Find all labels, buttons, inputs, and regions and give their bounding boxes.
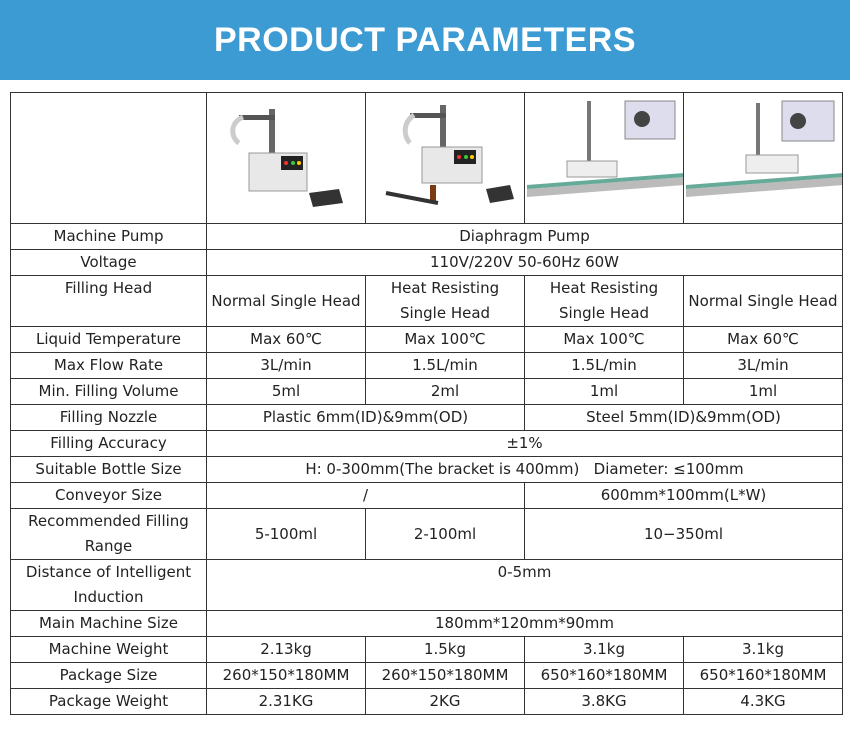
value-filling-nozzle-plastic: Plastic 6mm(ID)&9mm(OD): [207, 405, 525, 431]
value-filling-head-2: Heat Resisting Single Head: [366, 276, 525, 327]
value-filling-range-3: 10−350ml: [525, 509, 843, 560]
product-image-1: [207, 93, 366, 224]
label-machine-weight: Machine Weight: [11, 637, 207, 663]
value-max-flow-rate-2: 1.5L/min: [366, 353, 525, 379]
label-filling-accuracy: Filling Accuracy: [11, 431, 207, 457]
row-intelligent-induction: [11, 560, 843, 611]
value-filling-head-3: Heat Resisting Single Head: [525, 276, 684, 327]
value-filling-nozzle-steel: Steel 5mm(ID)&9mm(OD): [525, 405, 843, 431]
row-voltage: [11, 250, 843, 276]
value-filling-range-1: 5-100ml: [207, 509, 366, 560]
label-max-flow-rate: Max Flow Rate: [11, 353, 207, 379]
pump-machine-icon: [209, 93, 366, 215]
value-max-flow-rate-4: 3L/min: [684, 353, 843, 379]
value-liquid-temperature-3: Max 100℃: [525, 327, 684, 353]
value-filling-range-2: 2-100ml: [366, 509, 525, 560]
row-package-size: [11, 663, 843, 689]
label-package-weight: Package Weight: [11, 689, 207, 715]
value-package-weight-1: 2.31KG: [207, 689, 366, 715]
value-package-size-1: 260*150*180MM: [207, 663, 366, 689]
label-main-machine-size: Main Machine Size: [11, 611, 207, 637]
conveyor-machine-icon-2: [686, 93, 843, 215]
row-liquid-temperature: [11, 327, 843, 353]
product-image-4: [684, 93, 843, 224]
row-max-flow-rate: [11, 353, 843, 379]
value-max-flow-rate-3: 1.5L/min: [525, 353, 684, 379]
row-main-machine-size: [11, 611, 843, 637]
row-recommended-filling-range: [11, 509, 843, 560]
value-intelligent-induction: 0-5mm: [207, 560, 843, 611]
page-title: PRODUCT PARAMETERS: [213, 21, 637, 59]
value-machine-weight-1: 2.13kg: [207, 637, 366, 663]
value-liquid-temperature-4: Max 60℃: [684, 327, 843, 353]
value-machine-weight-2: 1.5kg: [366, 637, 525, 663]
label-recommended-filling-range: Recommended Filling Range: [11, 509, 207, 560]
label-machine-pump: Machine Pump: [11, 224, 207, 250]
value-package-weight-3: 3.8KG: [525, 689, 684, 715]
empty-corner-cell: [11, 93, 207, 224]
label-min-filling-volume: Min. Filling Volume: [11, 379, 207, 405]
value-max-flow-rate-1: 3L/min: [207, 353, 366, 379]
row-suitable-bottle-size: [11, 457, 843, 483]
label-conveyor-size: Conveyor Size: [11, 483, 207, 509]
value-filling-accuracy: ±1%: [207, 431, 843, 457]
heat-resisting-pump-icon: [368, 93, 525, 215]
value-package-size-3: 650*160*180MM: [525, 663, 684, 689]
product-image-3: [525, 93, 684, 224]
label-filling-head: Filling Head: [11, 276, 207, 327]
label-suitable-bottle-size: Suitable Bottle Size: [11, 457, 207, 483]
row-machine-pump: [11, 224, 843, 250]
value-liquid-temperature-1: Max 60℃: [207, 327, 366, 353]
label-package-size: Package Size: [11, 663, 207, 689]
value-main-machine-size: 180mm*120mm*90mm: [207, 611, 843, 637]
value-machine-weight-3: 3.1kg: [525, 637, 684, 663]
value-min-filling-volume-2: 2ml: [366, 379, 525, 405]
value-conveyor-size-none: /: [207, 483, 525, 509]
conveyor-machine-icon: [527, 93, 684, 215]
value-min-filling-volume-1: 5ml: [207, 379, 366, 405]
value-suitable-bottle-size: H: 0-300mm(The bracket is 400mm) Diameter: ≤100mm: [207, 457, 843, 483]
parameters-table: [10, 92, 843, 715]
value-package-size-4: 650*160*180MM: [684, 663, 843, 689]
row-conveyor-size: [11, 483, 843, 509]
row-machine-weight: [11, 637, 843, 663]
value-filling-head-1: Normal Single Head: [207, 276, 366, 327]
row-min-filling-volume: [11, 379, 843, 405]
row-filling-accuracy: [11, 431, 843, 457]
value-package-size-2: 260*150*180MM: [366, 663, 525, 689]
product-image-2: [366, 93, 525, 224]
value-machine-weight-4: 3.1kg: [684, 637, 843, 663]
value-liquid-temperature-2: Max 100℃: [366, 327, 525, 353]
value-conveyor-size: 600mm*100mm(L*W): [525, 483, 843, 509]
row-filling-nozzle: [11, 405, 843, 431]
header-banner: [0, 0, 850, 80]
row-package-weight: [11, 689, 843, 715]
value-package-weight-4: 4.3KG: [684, 689, 843, 715]
value-filling-head-4: Normal Single Head: [684, 276, 843, 327]
value-machine-pump: Diaphragm Pump: [207, 224, 843, 250]
label-voltage: Voltage: [11, 250, 207, 276]
label-liquid-temperature: Liquid Temperature: [11, 327, 207, 353]
value-min-filling-volume-3: 1ml: [525, 379, 684, 405]
label-filling-nozzle: Filling Nozzle: [11, 405, 207, 431]
value-min-filling-volume-4: 1ml: [684, 379, 843, 405]
value-voltage: 110V/220V 50-60Hz 60W: [207, 250, 843, 276]
value-package-weight-2: 2KG: [366, 689, 525, 715]
row-filling-head: [11, 276, 843, 327]
label-intelligent-induction: Distance of Intelligent Induction: [11, 560, 207, 611]
image-row: [11, 93, 843, 224]
